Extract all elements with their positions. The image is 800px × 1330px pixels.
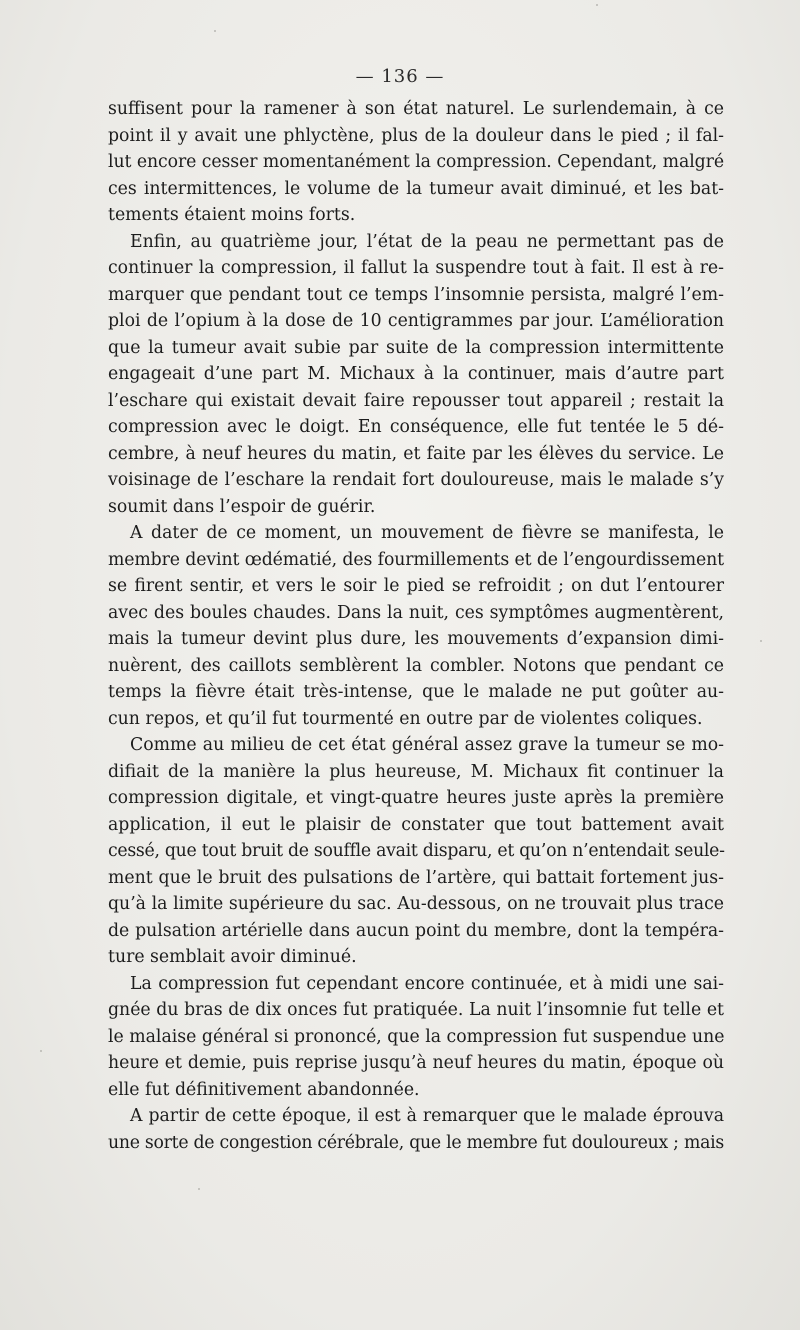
text-line: soumit dans l’espoir de guérir. — [108, 496, 376, 517]
text-line: Enfin, au quatrième jour, l’état de la peau ne permettant pas de — [130, 231, 724, 252]
text-line: heure et demie, puis reprise jusqu’à neuf heures du matin, époque où — [108, 1053, 724, 1073]
text-line: membre devint œdématié, des fourmillements et de l’engourdissement — [108, 549, 724, 570]
text-line: de pulsation artérielle dans aucun point du membre, dont la tempéra- — [108, 920, 724, 941]
paragraph-4 — [108, 732, 724, 971]
text-line: continuer la compression, il fallut la suspendre tout à fait. Il est à re- — [108, 258, 724, 278]
paragraph-1 — [108, 96, 724, 229]
text-line: nuèrent, des caillots semblèrent la combler. Notons que pendant ce — [108, 655, 724, 676]
text-line: lut encore cesser momentanément la compression. Cependant, malgré — [108, 152, 724, 172]
paragraph-2 — [108, 229, 724, 521]
text-line: compression avec le doigt. En conséquence, elle fut tentée le 5 dé- — [108, 417, 724, 437]
paragraph-3 — [108, 520, 724, 732]
text-line: point il y avait une phlyctène, plus de la douleur dans le pied ; il fal- — [108, 125, 724, 146]
text-line: tements étaient moins forts. — [108, 205, 356, 225]
body-text — [108, 96, 724, 1156]
text-line: application, il eut le plaisir de constater que tout battement avait — [108, 814, 724, 835]
text-line: voisinage de l’eschare la rendait fort douloureuse, mais le malade s’y — [108, 470, 724, 490]
text-line: mais la tumeur devint plus dure, les mouvements d’expansion dimi- — [108, 629, 724, 649]
page-number: — 136 — — [355, 66, 445, 87]
text-line: ture semblait avoir diminué. — [108, 947, 357, 967]
paper-speck — [40, 1050, 42, 1052]
text-line: l’eschare qui existait devait faire repousser tout appareil ; restait la — [108, 390, 724, 411]
text-line: le malaise général si prononcé, que la compression fut suspendue une — [108, 1026, 725, 1047]
text-line: Comme au milieu de cet état général assez grave la tumeur se mo- — [130, 735, 724, 755]
text-line: se firent sentir, et vers le soir le pied se refroidit ; on dut l’entourer — [108, 576, 724, 596]
text-line: temps la fièvre était très-intense, que le malade ne put goûter au- — [108, 682, 724, 702]
paragraph-5 — [108, 971, 724, 1104]
text-line: une sorte de congestion cérébrale, que le membre fut douloureux ; mais — [108, 1132, 724, 1153]
text-line: suffisent pour la ramener à son état naturel. Le surlendemain, à ce — [108, 99, 724, 119]
text-line: cun repos, et qu’il fut tourmenté en outre par de violentes coliques. — [108, 708, 703, 729]
paper-speck — [760, 640, 762, 642]
text-line: A partir de cette époque, il est à remarquer que le malade éprouva — [130, 1106, 724, 1126]
text-line: avec des boules chaudes. Dans la nuit, ces symptômes augmentèrent, — [108, 602, 724, 623]
text-line: ment que le bruit des pulsations de l’artère, qui battait fortement jus- — [108, 867, 724, 888]
text-line: ploi de l’opium à la dose de 10 centigrammes par jour. L’amélioration — [108, 311, 724, 331]
text-line: A dater de ce moment, un mouvement de fièvre se manifesta, le — [130, 523, 724, 543]
text-line: cessé, que tout bruit de souffle avait disparu, et qu’on n’entendait seule- — [108, 841, 725, 861]
text-line: elle fut définitivement abandonnée. — [108, 1079, 420, 1100]
paper-speck — [198, 1188, 200, 1190]
text-line: La compression fut cependant encore continuée, et à midi une sai- — [130, 973, 724, 994]
text-line: gnée du bras de dix onces fut pratiquée. La nuit l’insomnie fut telle et — [108, 1000, 724, 1020]
text-line: qu’à la limite supérieure du sac. Au-dessous, on ne trouvait plus trace — [108, 894, 724, 914]
text-line: cembre, à neuf heures du matin, et faite par les élèves du service. Le — [108, 443, 724, 464]
text-line: marquer que pendant tout ce temps l’insomnie persista, malgré l’em- — [108, 284, 724, 305]
text-line: ces intermittences, le volume de la tumeur avait diminué, et les bat- — [108, 178, 724, 199]
text-line: engageait d’une part M. Michaux à la continuer, mais d’autre part — [108, 364, 724, 384]
text-line: difiait de la manière la plus heureuse, M. Michaux fit continuer la — [108, 761, 724, 782]
text-line: que la tumeur avait subie par suite de la compression intermittente — [108, 337, 724, 358]
paragraph-6 — [108, 1103, 724, 1156]
paper-speck — [596, 4, 598, 6]
text-line: compression digitale, et vingt-quatre heures juste après la première — [108, 788, 724, 808]
paper-speck — [214, 30, 216, 32]
